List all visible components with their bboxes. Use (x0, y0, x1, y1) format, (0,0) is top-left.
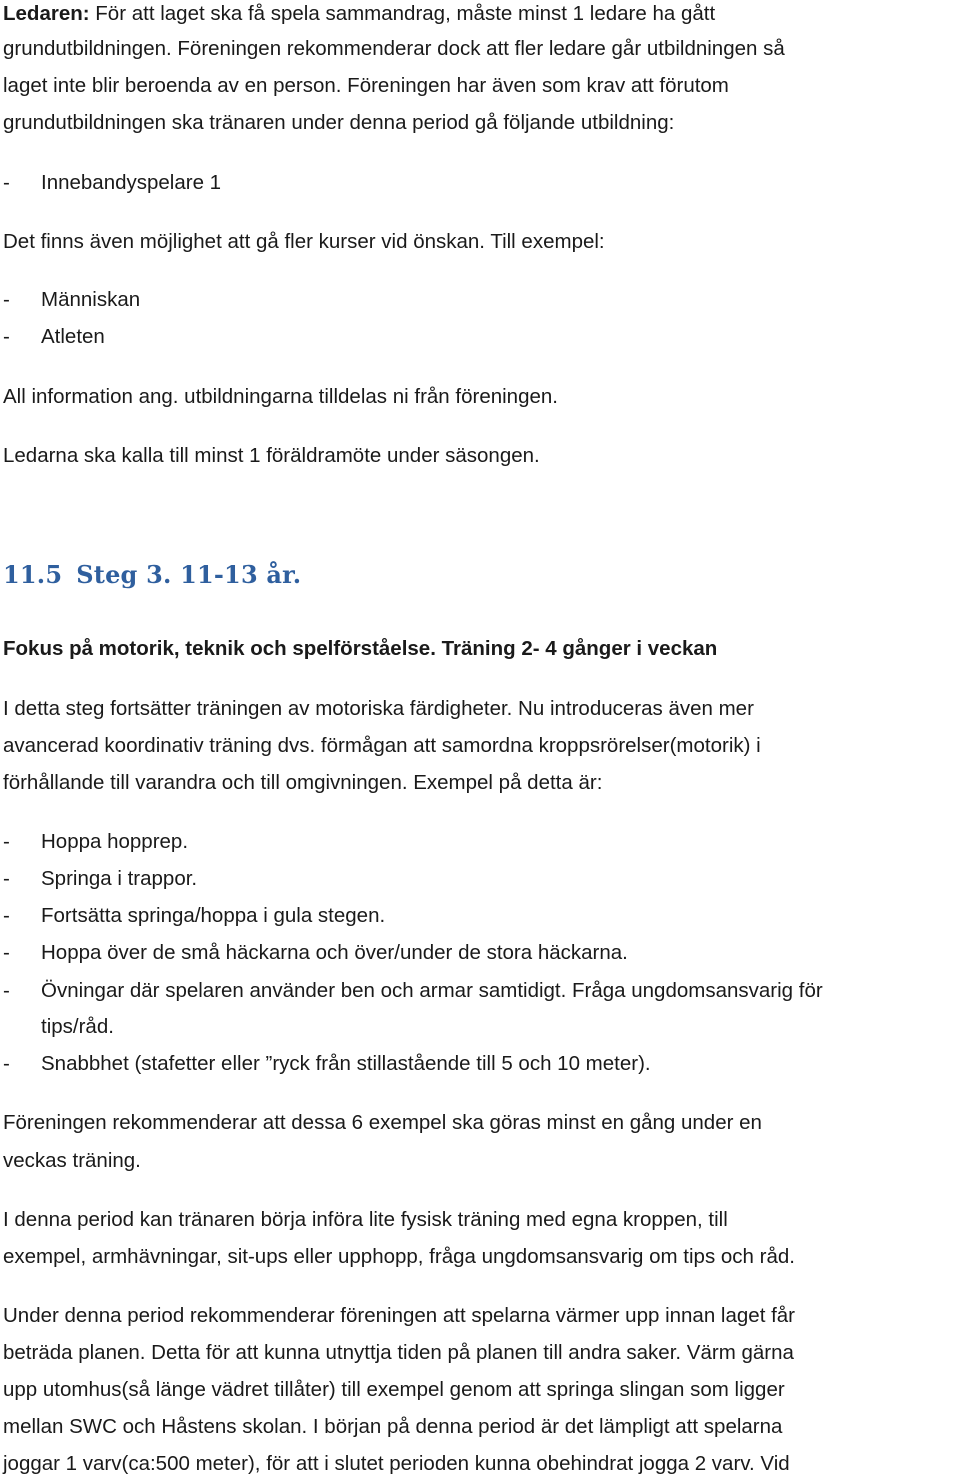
bullet-dash: - (3, 325, 10, 348)
list-item (3, 324, 105, 350)
list-item-text: Innebandyspelare 1 (41, 171, 222, 194)
paragraph-leaders-line-2: grundutbildningen. Föreningen rekommenderar dock att fler ledare går utbildningen så (3, 37, 785, 60)
section-number: 11.5 (3, 560, 63, 589)
bullet-dash: - (3, 288, 10, 311)
paragraph-leaders-line-3: laget inte blir beroenda av en person. Föreningen har även som krav att förutom (3, 74, 729, 97)
bullet-dash: - (3, 830, 10, 853)
section-title: Steg 3. 11-13 år. (76, 560, 302, 589)
list-item (3, 978, 823, 1004)
paragraph-physical-line-1: I denna period kan tränaren börja införa lite fysisk träning med egna kroppen, till (3, 1208, 728, 1231)
paragraph-leaders-line-4: grundutbildningen ska tränaren under denna period gå följande utbildning: (3, 111, 675, 134)
bullet-dash: - (3, 979, 10, 1002)
bullet-dash: - (3, 1052, 10, 1075)
bullet-dash: - (3, 904, 10, 927)
focus-statement: Fokus på motorik, teknik och spelförståelse. Träning 2- 4 gånger i veckan (3, 637, 718, 660)
paragraph-recommend-line-2: veckas träning. (3, 1149, 141, 1172)
paragraph-parents: Ledarna ska kalla till minst 1 föräldramöte under säsongen. (3, 444, 540, 467)
bullet-dash: - (3, 941, 10, 964)
list-item (3, 940, 628, 966)
list-item-text: Fortsätta springa/hoppa i gula stegen. (41, 904, 386, 927)
list-item-text: Atleten (41, 325, 105, 348)
list-item (3, 1051, 651, 1077)
bullet-dash: - (3, 171, 10, 194)
list-item-continuation: tips/råd. (41, 1015, 114, 1038)
list-item (3, 866, 197, 892)
paragraph-warmup-line-2: beträda planen. Detta för att kunna utnyttja tiden på planen till andra saker. Värm gärna (3, 1341, 794, 1364)
paragraph-warmup-line-3: upp utomhus(så länge vädret tillåter) till exempel genom att springa slingan som ligger (3, 1378, 785, 1401)
paragraph-info: All information ang. utbildningarna tilldelas ni från föreningen. (3, 385, 558, 408)
list-item-text: Snabbhet (stafetter eller ”ryck från stillastående till 5 och 10 meter). (41, 1052, 651, 1075)
leaders-label: Ledaren: (3, 2, 90, 25)
paragraph-courses: Det finns även möjlighet att gå fler kurser vid önskan. Till exempel: (3, 230, 605, 253)
paragraph-motor-line-2: avancerad koordinativ träning dvs. förmågan att samordna kroppsrörelser(motorik) i (3, 734, 761, 757)
paragraph-warmup-line-5: joggar 1 varv(ca:500 meter), för att i slutet perioden kunna obehindrat jogga 2 varv. Vid (3, 1452, 790, 1475)
paragraph-leaders-line-1 (3, 1, 715, 27)
paragraph-warmup-line-1: Under denna period rekommenderar föreningen att spelarna värmer upp innan laget får (3, 1304, 796, 1327)
list-item (3, 287, 140, 313)
list-item-text: Människan (41, 288, 141, 311)
list-item-text: Hoppa hopprep. (41, 830, 189, 853)
list-item (3, 170, 221, 196)
bullet-dash: - (3, 867, 10, 890)
paragraph-motor-line-3: förhållande till varandra och till omgivningen. Exempel på detta är: (3, 771, 603, 794)
list-item (3, 903, 385, 929)
paragraph-warmup-line-4: mellan SWC och Håstens skolan. I början på denna period är det lämpligt att spelarna (3, 1415, 783, 1438)
leaders-text: För att laget ska få spela sammandrag, måste minst 1 ledare ha gått (89, 2, 716, 25)
list-item (3, 829, 188, 855)
section-heading (3, 560, 301, 590)
list-item-text: Hoppa över de små häckarna och över/under de stora häckarna. (41, 941, 628, 964)
paragraph-physical-line-2: exempel, armhävningar, sit-ups eller upphopp, fråga ungdomsansvarig om tips och råd. (3, 1245, 795, 1268)
paragraph-motor-line-1: I detta steg fortsätter träningen av motoriska färdigheter. Nu introduceras även mer (3, 697, 754, 720)
list-item-text: Springa i trappor. (41, 867, 198, 890)
list-item-text: Övningar där spelaren använder ben och armar samtidigt. Fråga ungdomsansvarig för (41, 979, 823, 1002)
paragraph-recommend-line-1: Föreningen rekommenderar att dessa 6 exempel ska göras minst en gång under en (3, 1111, 762, 1134)
